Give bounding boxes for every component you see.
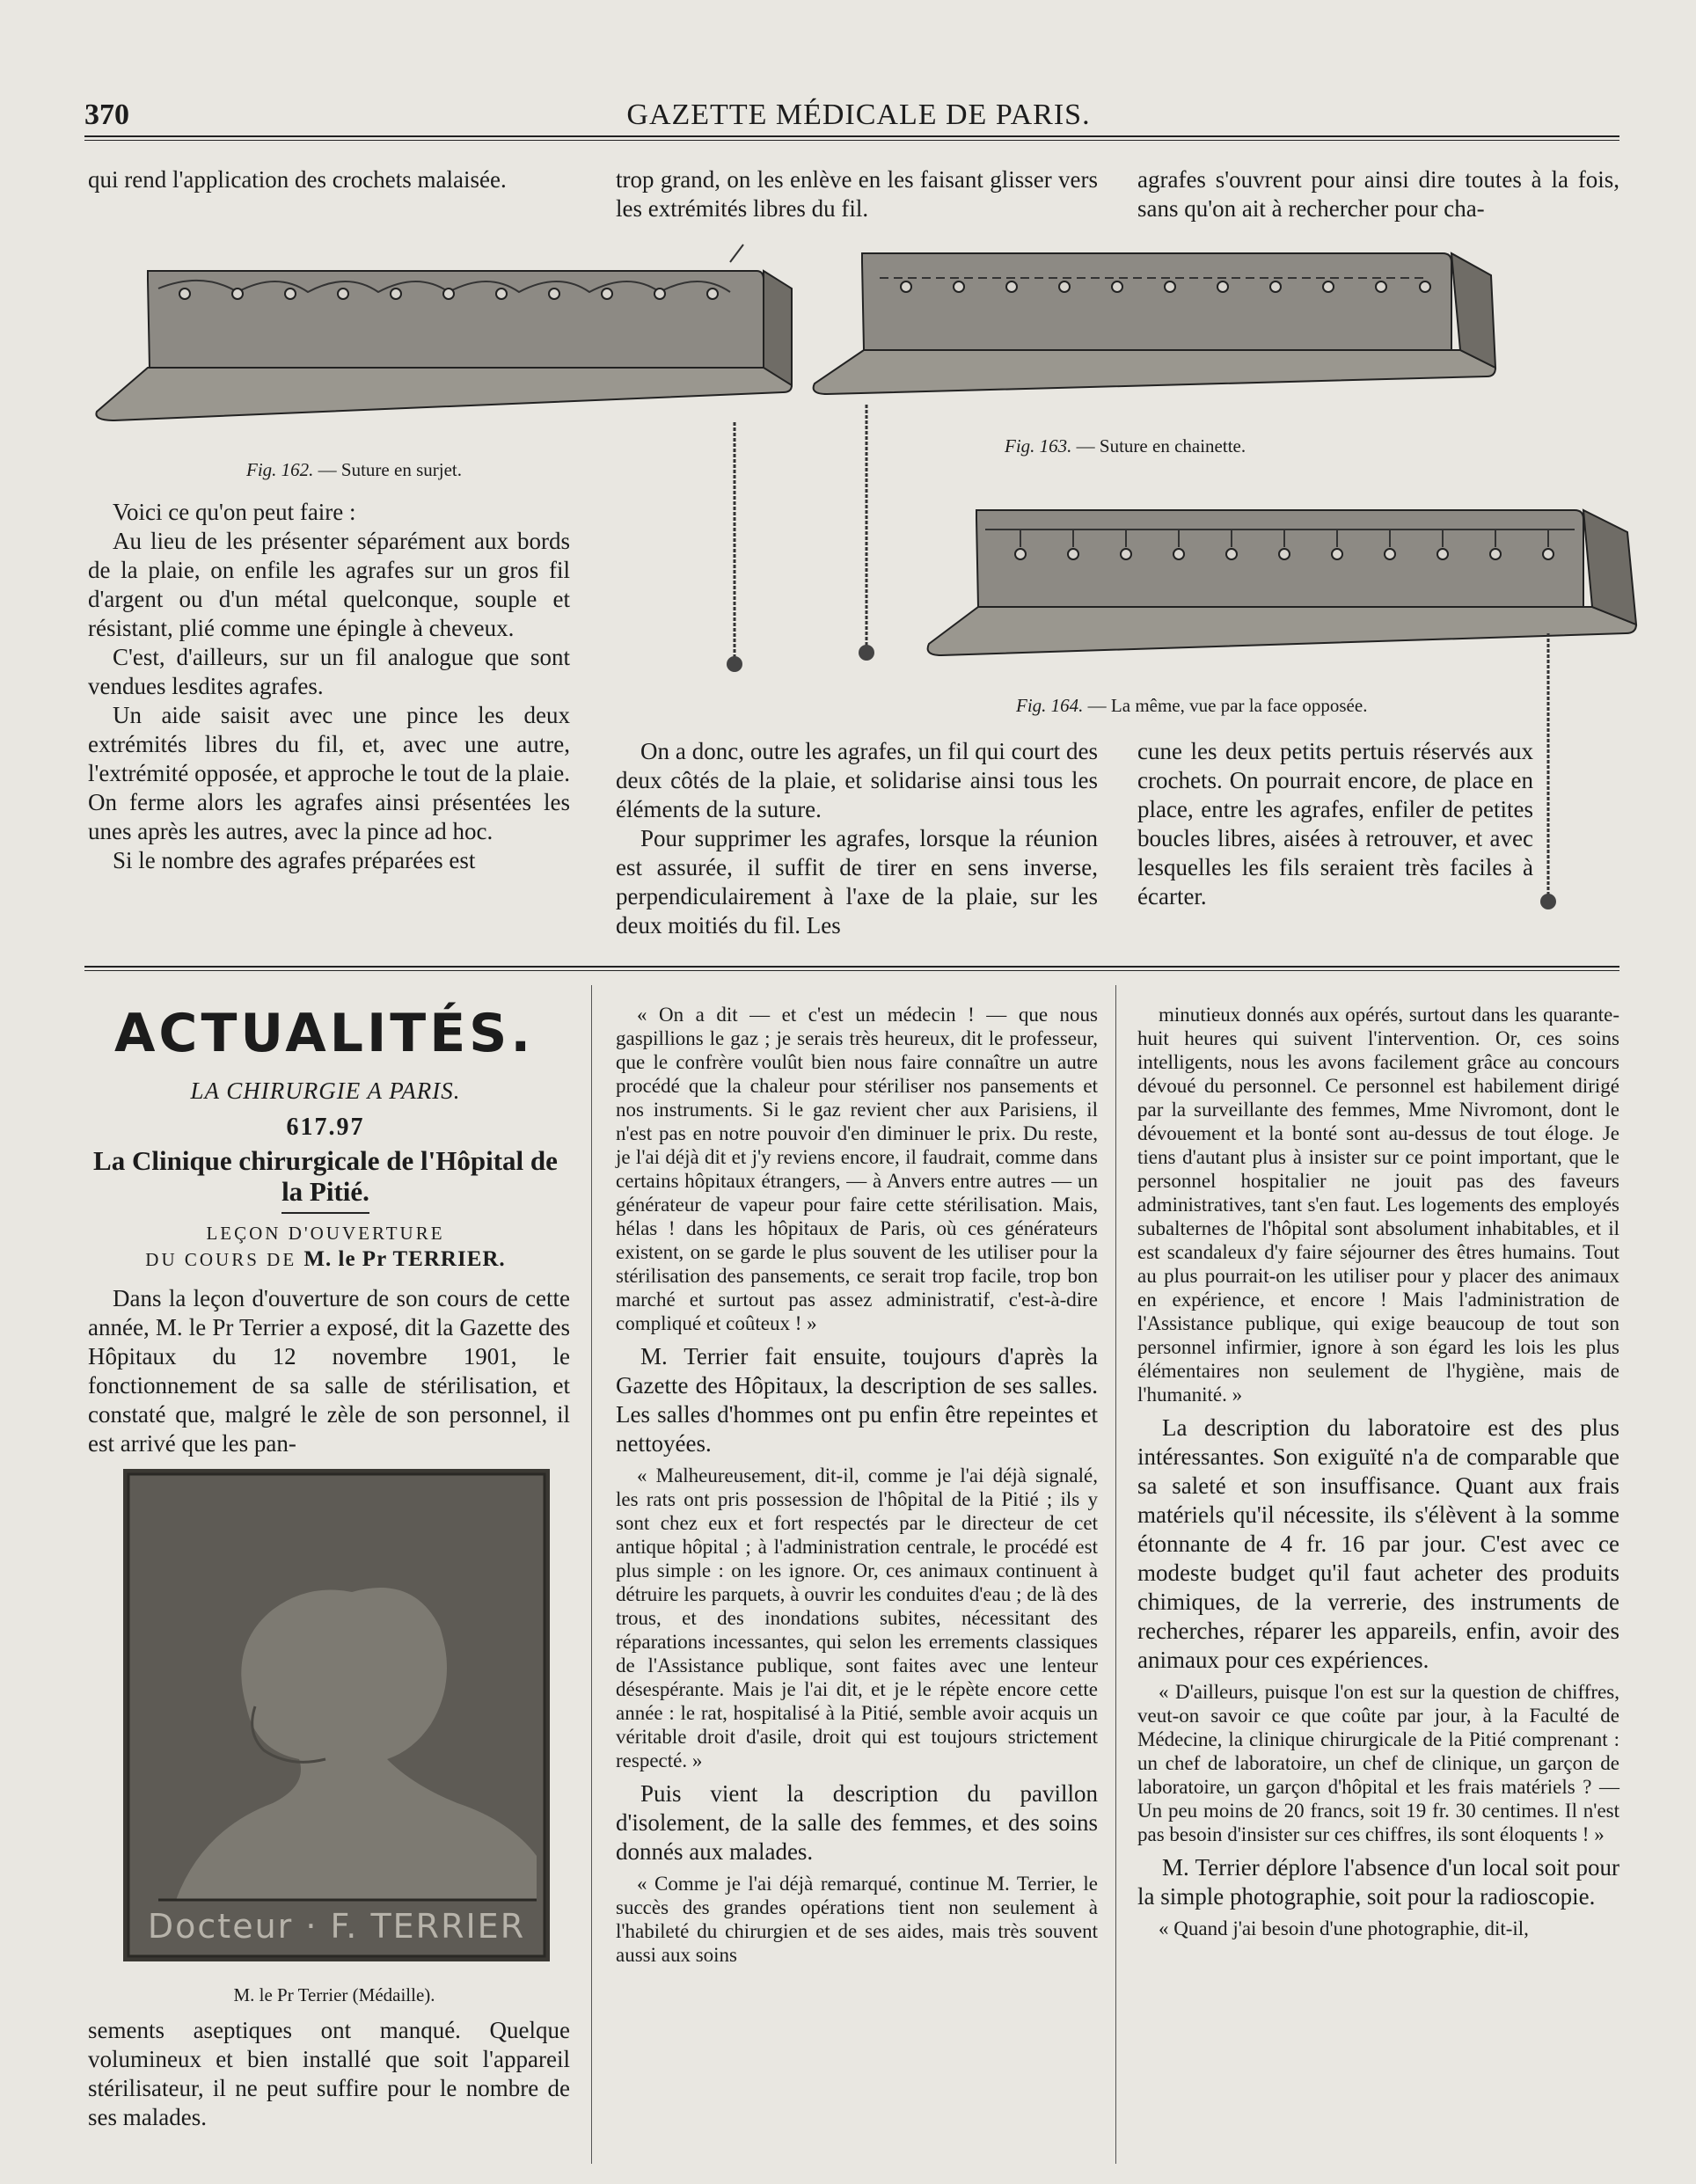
portrait-inscription: Docteur · F. TERRIER <box>147 1907 526 1946</box>
article-subtitle: LEÇON D'OUVERTURE DU COURS DE M. le Pr TERRIER. <box>145 1223 506 1271</box>
column-rule-1 <box>591 985 592 2164</box>
top-col2-head: trop grand, on les enlève en les faisant glisser vers les extrémités libres du fil. <box>616 166 1098 222</box>
top-col1-head: qui rend l'application des crochets malaisée. <box>88 166 507 193</box>
top-col3-head: agrafes s'ouvrent pour ainsi dire toutes à la fois, sans qu'on ait à rechercher pour cha- <box>1137 166 1619 222</box>
figure-163-caption: Fig. 163. — Suture en chainette. <box>1005 435 1246 457</box>
header-rule <box>84 135 1619 141</box>
title-rule <box>281 1212 369 1214</box>
article-classification: 617.97 <box>286 1114 365 1141</box>
top-col1-body: Voici ce qu'on peut faire : Au lieu de les présenter séparément aux bords de la plaie, on enfile les agrafes sur un gros fil d'argent ou d'un métal quelconque, souple et résistant, plié comme une épingle à cheveux. C'est, d'ailleurs, sur un fil analogue que sont vendues lesdites agrafes. Un aide saisit avec une pince les deux extrémités libres du fil, et, avec une autre, l'extrémité opposée, et approche le tout de la plaie. On ferme alors les agrafes ainsi présentées les unes après les autres, avec la pince ad hoc. Si le nombre des agrafes préparées est <box>88 499 570 873</box>
figure-162-caption: Fig. 162. — Suture en surjet. <box>246 459 462 480</box>
page-number: 370 <box>84 99 129 131</box>
journal-title: GAZETTE MÉDICALE DE PARIS. <box>626 99 1091 131</box>
article-col2: « On a dit — et c'est un médecin ! — que nous gaspillions le gaz ; je serais très heureux, dit le professeur, que le confrère voulût bien nous faire connaître un autre procédé que la chaleur pour stériliser nos pansements et nos instruments. Si le gaz revient cher aux Parisiens, il n'est pas en notre pouvoir d'en diminuer le prix. Du reste, je l'ai déjà dit et j'y reviens encore, il faudrait, comme dans certains hôpitaux étrangers, — à Anvers entre autres — un générateur de vapeur pour faire cette stérilisation. Mais, hélas ! dans les hôpitaux de Paris, où ces générateurs existent, on se garde le plus souvent de les utiliser pour la stérilisation des pansements, ce serait trop facile, trop bon marché et surtout pas assez administratif, c'est-à-dire compliqué et coûteux ! » M. Terrier fait ensuite, toujours d'après la Gazette des Hôpitaux, la description de ses salles. Les salles d'hommes ont pu enfin être repeintes et nettoyées. « Malheureusement, dit-il, comme je l'ai déjà signalé, les rats ont pris possession de l'hôpital de la Pitié ; ils y sont chez eux et fort respectés par le directeur de cet antique hôpital ; à l'administration centrale, le procédé est plus simple : on les ignore. Or, ces animaux continuent à détruire les parquets, à ouvrir les conduites d'eau ; de là des trous, et des inondations subites, nécessitant des réparations incessantes, qui selon les errements classiques de l'Assistance publique, sont faites avec une lenteur désespérante. Mais je l'ai dit, et je le répète encore cette année : le rat, hospitalisé à la Pitié, semble avoir acquis un véritable droit d'asile, droit qui est toujours strictement respecté. » Puis vient la description du pavillon d'isolement, de la salle des femmes, et des soins donnés aux malades. « Comme je l'ai déjà remarqué, continue M. Terrier, le succès des grandes opérations tient non seulement à l'habileté du chirurgien et de ses aides, mais très souvent aussi aux soins <box>616 1004 1098 1966</box>
section-heading: ACTUALITÉS. <box>114 1003 535 1064</box>
top-col3-body: cune les deux petits pertuis réservés aux crochets. On pourrait encore, de place en place, entre les agrafes, enfiler de petites boucles libres, aisées à retrouver, et avec lesquelles les fils seraient très faciles à écarter. <box>1137 738 1533 909</box>
article-rubric: LA CHIRURGIE A PARIS. <box>190 1077 461 1104</box>
figure-164-suture-thread <box>1535 633 1561 924</box>
figure-163-suture-chainette <box>809 236 1513 412</box>
figure-162-suture-surjet <box>88 236 809 438</box>
article-col1-end: sements aseptiques ont manqué. Quelque volumineux et bien installé que soit l'appareil stérilisateur, il ne peut suffire pour le nombre de ses malades. <box>88 2017 570 2130</box>
figure-164-caption: Fig. 164. — La même, vue par la face opposée. <box>1016 695 1368 716</box>
column-rule-2 <box>1115 985 1116 2164</box>
section-rule <box>84 966 1619 971</box>
article-title: La Clinique chirurgicale de l'Hôpital de la Pitié. <box>93 1145 558 1207</box>
portrait-medal <box>123 1469 550 1961</box>
top-col2-body: On a donc, outre les agrafes, un fil qui court des deux côtés de la plaie, et solidarise ainsi tous les éléments de la suture. Pour supprimer les agrafes, lorsque la réunion est assurée, il suffit de tirer en sens inverse, perpendiculairement à l'axe de la plaie, sur les deux moitiés du fil. Les <box>616 738 1098 939</box>
figure-163-suture-thread <box>853 405 880 668</box>
article-col3: minutieux donnés aux opérés, surtout dans les quarante-huit heures qui suivent l'intervention. Or, ces soins intelligents, nous les avons facilement grâce au concours dévoué du personnel. Ce personnel est habilement dirigé par la surveillante des femmes, Mme Nivromont, dont le dévouement et la bonté sont au-dessus de tout éloge. Je tiens d'autant plus à insister sur ce point important, que le personnel hospitalier ne jouit pas des faveurs administratives, tant s'en faut. Les logements des employés subalternes de l'hôpital sont absolument inhabitables, et il est scandaleux d'y faire séjourner des êtres humains. Tout au plus pourrait-on les utiliser pour y placer des animaux en expérience, et encore ! Mais l'administration de l'Assistance publique, qui exige beaucoup de tout son personnel infirmier, ignore à son égard les lois les plus élémentaires non seulement de l'hygiène, mais de l'humanité. » La description du laboratoire est des plus intéressantes. Son exiguïté n'a de comparable que sa saleté et son insuffisance. Quant aux frais matériels qu'il nécessite, ils s'élèvent à la somme étonnante de 4 fr. 16 par jour. C'est avec ce modeste budget qu'il faut acheter des produits chimiques, de la verrerie, des instruments de recherches, réparer les appareils, enfin, avoir des animaux pour ces expériences. « D'ailleurs, puisque l'on est sur la question de chiffres, veut-on savoir ce que coûte par jour, à la Faculté de Médecine, la clinique chirurgicale de la Pitié comprenant : un chef de laboratoire, un chef de clinique, un garçon de laboratoire, un garçon d'hôpital et les frais matériels ? — Un peu moins de 20 francs, soit 19 fr. 30 centimes. Il n'est pas besoin d'insister sur ces chiffres, ils sont éloquents ! » M. Terrier déplore l'absence d'un local soit pour la simple photographie, soit pour la radioscopie. « Quand j'ai besoin d'une photographie, dit-il, <box>1137 1004 1619 1939</box>
article-col1-intro: Dans la leçon d'ouverture de son cours de cette année, M. le Pr Terrier a exposé, dit la Gazette des Hôpitaux du 12 novembre 1901, le fonctionnement de sa salle de stérilisation, et constaté que, malgré le zèle de son personnel, il est arrivé que les pan- <box>88 1285 570 1457</box>
figure-162-suture-thread <box>721 422 748 677</box>
portrait-caption: M. le Pr Terrier (Médaille). <box>233 1984 435 2005</box>
